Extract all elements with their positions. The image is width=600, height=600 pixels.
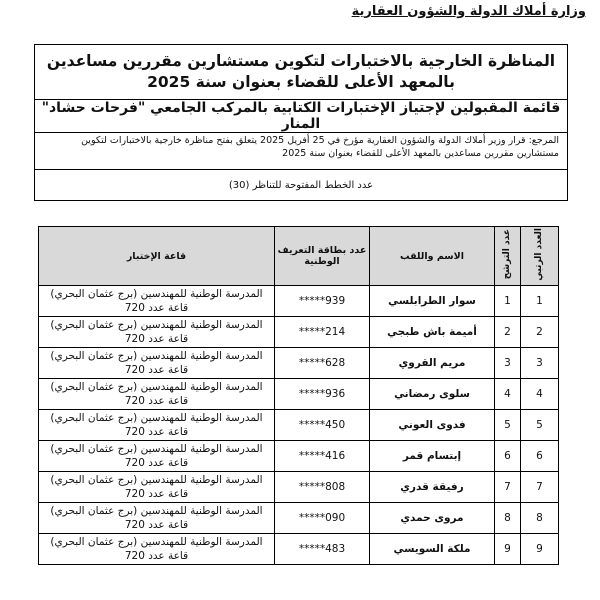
- hall-venue: المدرسة الوطنية للمهندسين (برج عثمان البحري): [50, 380, 263, 393]
- reg-cell: 9: [495, 534, 521, 565]
- hall-venue: المدرسة الوطنية للمهندسين (برج عثمان البحري): [50, 473, 263, 486]
- name-cell: سلوى رمضاني: [370, 379, 495, 410]
- id-cell: *****090: [275, 503, 370, 534]
- table-row: [39, 379, 559, 410]
- id-cell: *****416: [275, 441, 370, 472]
- header-reg: عدد الترشح: [495, 227, 521, 286]
- table-row: [39, 472, 559, 503]
- hall-room: قاعة عدد 720: [124, 426, 189, 438]
- reference-note: المرجع: قرار وزير أملاك الدولة والشؤون العقارية مؤرخ في 25 أفريل 2025 يتعلق بفتح مناظرة خارجية بالاختبارات لتكوين مستشارين مقررين مساعدين بالمعهد الأعلى للقضاء بعنوان سنة 2025: [35, 133, 567, 170]
- hall-venue: المدرسة الوطنية للمهندسين (برج عثمان البحري): [50, 287, 263, 300]
- name-cell: أميمة باش طبجي: [370, 317, 495, 348]
- name-cell: سوار الطرابلسي: [370, 286, 495, 317]
- reg-cell: 4: [495, 379, 521, 410]
- hall-cell: [39, 534, 275, 565]
- id-cell: *****483: [275, 534, 370, 565]
- id-cell: *****808: [275, 472, 370, 503]
- table-row: [39, 317, 559, 348]
- hall-room: قاعة عدد 720: [124, 302, 189, 314]
- serial-cell: 1: [521, 286, 559, 317]
- table-row: [39, 441, 559, 472]
- hall-room: قاعة عدد 720: [124, 488, 189, 500]
- reg-cell: 5: [495, 410, 521, 441]
- reg-cell: 3: [495, 348, 521, 379]
- table-row: [39, 286, 559, 317]
- hall-cell: [39, 348, 275, 379]
- header-frame: [34, 44, 568, 201]
- hall-room: قاعة عدد 720: [124, 519, 189, 531]
- name-cell: مروى حمدي: [370, 503, 495, 534]
- document-title: المناظرة الخارجية بالاختبارات لتكوين مستشارين مقررين مساعدين بالمعهد الأعلى للقضاء بعنوان سنة 2025: [35, 45, 567, 100]
- hall-cell: [39, 317, 275, 348]
- hall-cell: [39, 379, 275, 410]
- reg-cell: 2: [495, 317, 521, 348]
- name-cell: رفيقة قدري: [370, 472, 495, 503]
- serial-cell: 5: [521, 410, 559, 441]
- reg-cell: 7: [495, 472, 521, 503]
- hall-cell: [39, 503, 275, 534]
- hall-venue: المدرسة الوطنية للمهندسين (برج عثمان البحري): [50, 318, 263, 331]
- hall-venue: المدرسة الوطنية للمهندسين (برج عثمان البحري): [50, 442, 263, 455]
- table-row: [39, 503, 559, 534]
- hall-cell: [39, 286, 275, 317]
- header-name: الاسم واللقب: [370, 227, 495, 286]
- id-cell: *****450: [275, 410, 370, 441]
- serial-cell: 9: [521, 534, 559, 565]
- serial-cell: 8: [521, 503, 559, 534]
- reg-cell: 6: [495, 441, 521, 472]
- hall-room: قاعة عدد 720: [124, 550, 189, 562]
- serial-cell: 4: [521, 379, 559, 410]
- reg-cell: 8: [495, 503, 521, 534]
- serial-cell: 2: [521, 317, 559, 348]
- hall-room: قاعة عدد 720: [124, 457, 189, 469]
- serial-cell: 6: [521, 441, 559, 472]
- hall-room: قاعة عدد 720: [124, 364, 189, 376]
- table-row: [39, 348, 559, 379]
- name-cell: إبتسام قمر: [370, 441, 495, 472]
- table-row: [39, 410, 559, 441]
- hall-cell: [39, 410, 275, 441]
- hall-venue: المدرسة الوطنية للمهندسين (برج عثمان البحري): [50, 535, 263, 548]
- id-cell: *****628: [275, 348, 370, 379]
- hall-venue: المدرسة الوطنية للمهندسين (برج عثمان البحري): [50, 349, 263, 362]
- hall-venue: المدرسة الوطنية للمهندسين (برج عثمان البحري): [50, 411, 263, 424]
- table-row: [39, 534, 559, 565]
- name-cell: فدوى العوني: [370, 410, 495, 441]
- candidates-table: [38, 226, 559, 565]
- hall-room: قاعة عدد 720: [124, 333, 189, 345]
- name-cell: ملكة السويسي: [370, 534, 495, 565]
- header-serial: العدد الرتبي: [521, 227, 559, 286]
- serial-cell: 7: [521, 472, 559, 503]
- hall-venue: المدرسة الوطنية للمهندسين (برج عثمان البحري): [50, 504, 263, 517]
- ministry-header: وزارة أملاك الدولة والشؤون العقارية: [351, 4, 586, 19]
- header-hall: قاعة الإختبار: [39, 227, 275, 286]
- id-cell: *****939: [275, 286, 370, 317]
- name-cell: مريم القروي: [370, 348, 495, 379]
- document-subtitle: قائمة المقبولين لإجتياز الإختبارات الكتابية بالمركب الجامعي "فرحات حشاد" المنار: [35, 100, 567, 133]
- id-cell: *****214: [275, 317, 370, 348]
- open-positions: عدد الخطط المفتوحة للتناظر (30): [228, 179, 374, 191]
- hall-room: قاعة عدد 720: [124, 395, 189, 407]
- serial-cell: 3: [521, 348, 559, 379]
- reg-cell: 1: [495, 286, 521, 317]
- hall-cell: [39, 441, 275, 472]
- hall-cell: [39, 472, 275, 503]
- header-id: عدد بطاقة التعريف الوطنية: [275, 227, 370, 286]
- id-cell: *****936: [275, 379, 370, 410]
- table-header-row: [39, 227, 559, 286]
